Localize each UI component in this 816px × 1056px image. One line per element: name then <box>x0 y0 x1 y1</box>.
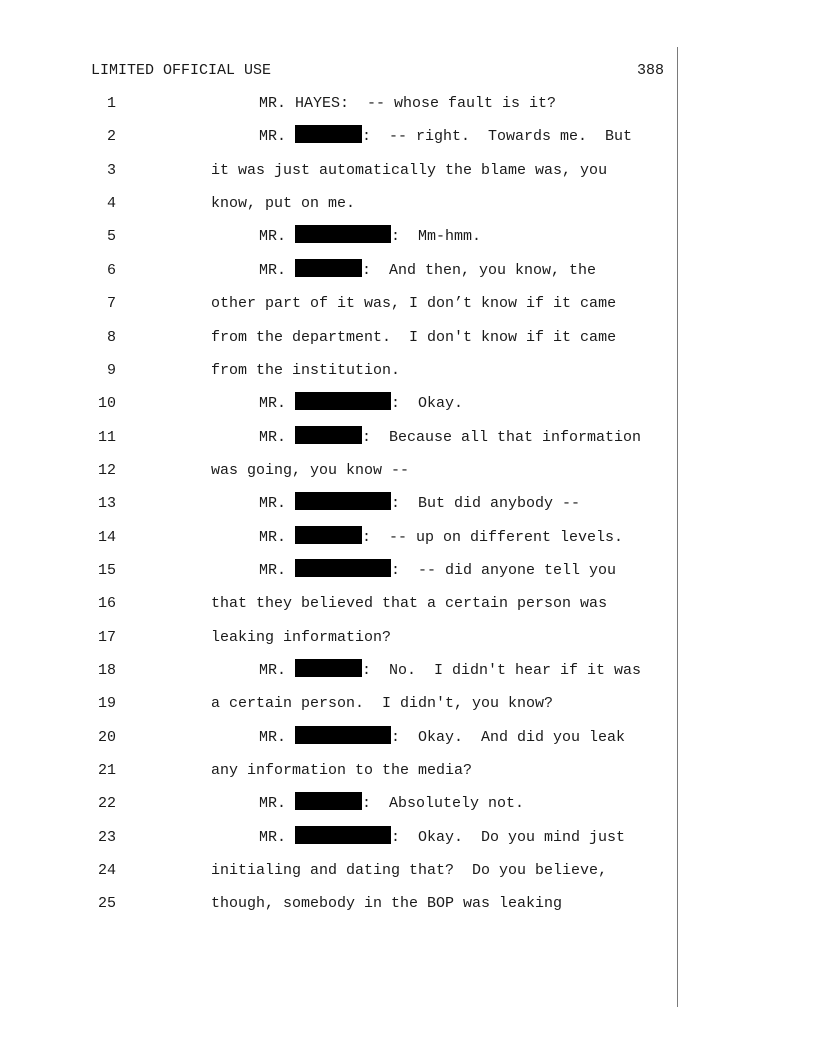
continuation-line-text <box>211 626 391 650</box>
line-number: 25 <box>97 895 116 913</box>
line-number: 19 <box>97 695 116 713</box>
transcript-line <box>0 426 680 450</box>
transcript-line <box>0 192 680 216</box>
line-text: MR. <box>259 662 296 679</box>
redaction-block <box>295 792 362 810</box>
line-number: 11 <box>97 428 116 446</box>
line-text: from the institution. <box>211 361 401 379</box>
transcript-line <box>0 292 680 316</box>
line-text-after-redaction: : -- did anyone tell you <box>391 561 617 579</box>
line-text: MR. <box>259 828 296 846</box>
line-number: 15 <box>97 561 116 579</box>
line-text: though, somebody in the BOP was leaking <box>211 895 563 913</box>
speaker-line-text <box>259 125 632 149</box>
speaker-line-text <box>259 92 556 116</box>
speaker-line-text <box>259 225 481 249</box>
transcript-line <box>0 326 680 350</box>
line-number: 6 <box>106 261 116 279</box>
transcript-line <box>0 592 680 616</box>
line-number: 20 <box>97 728 116 746</box>
line-text: MR. <box>259 795 296 813</box>
line-text-after-redaction: : Okay. <box>391 395 464 413</box>
transcript-line <box>0 759 680 783</box>
transcript-line <box>0 392 680 416</box>
line-number: 4 <box>106 195 116 213</box>
transcript-line <box>0 726 680 750</box>
line-text-after-redaction: : Mm-hmm. <box>391 228 482 246</box>
redaction-block <box>295 492 391 510</box>
continuation-line-text <box>211 326 616 350</box>
continuation-line-text <box>211 459 409 483</box>
continuation-line-text <box>211 292 616 316</box>
line-text: any information to the media? <box>211 762 473 779</box>
line-text: MR. <box>259 528 296 546</box>
line-text: initialing and dating that? Do you believe, <box>211 862 608 880</box>
speaker-line-text <box>259 426 641 450</box>
transcript-line <box>0 359 680 383</box>
speaker-line-text <box>259 826 625 850</box>
line-text: MR. <box>259 128 296 146</box>
line-text-after-redaction: : -- right. Towards me. But <box>362 128 633 146</box>
line-number: 7 <box>106 295 116 313</box>
classification-header: LIMITED OFFICIAL USE <box>91 62 272 79</box>
line-number: 13 <box>97 495 116 513</box>
redaction-block <box>295 826 391 844</box>
transcript-line <box>0 459 680 483</box>
transcript-line <box>0 526 680 550</box>
line-text-after-redaction: : But did anybody -- <box>391 495 581 513</box>
continuation-line-text <box>211 859 607 883</box>
line-number: 22 <box>97 795 116 813</box>
line-text-after-redaction: : Okay. Do you mind just <box>391 828 626 846</box>
speaker-line-text <box>259 726 625 750</box>
transcript-line <box>0 859 680 883</box>
transcript-line <box>0 92 680 116</box>
continuation-line-text <box>211 192 355 216</box>
line-text: MR. <box>259 495 296 513</box>
line-text: MR. HAYES: -- whose fault is it? <box>259 95 557 112</box>
redaction-block <box>295 392 391 410</box>
transcript-line <box>0 125 680 149</box>
page-number: 388 <box>637 62 665 79</box>
continuation-line-text <box>211 592 607 616</box>
redaction-block <box>295 259 362 277</box>
transcript-line <box>0 626 680 650</box>
line-text: MR. <box>259 561 296 579</box>
speaker-line-text <box>259 492 580 516</box>
transcript-line <box>0 159 680 183</box>
line-number: 18 <box>97 662 116 679</box>
line-text: know, put on me. <box>211 195 356 213</box>
line-text: it was just automatically the blame was, you <box>211 161 608 179</box>
line-number: 21 <box>97 762 116 779</box>
speaker-line-text <box>259 659 641 683</box>
line-text: MR. <box>259 428 296 446</box>
redaction-block <box>295 559 391 577</box>
line-number: 8 <box>106 328 116 346</box>
line-text: MR. <box>259 395 296 413</box>
redaction-block <box>295 726 391 744</box>
continuation-line-text <box>211 159 607 183</box>
transcript-line <box>0 826 680 850</box>
transcript-line <box>0 692 680 716</box>
redaction-block <box>295 426 362 444</box>
line-text: MR. <box>259 261 296 279</box>
line-text-after-redaction: : Because all that information <box>362 428 642 446</box>
line-number: 9 <box>106 361 116 379</box>
transcript-line <box>0 492 680 516</box>
line-number: 10 <box>97 395 116 413</box>
line-number: 1 <box>106 95 116 112</box>
transcript-line <box>0 225 680 249</box>
line-text: MR. <box>259 728 296 746</box>
continuation-line-text <box>211 359 400 383</box>
line-text: a certain person. I didn't, you know? <box>211 695 554 713</box>
line-number: 16 <box>97 595 116 613</box>
transcript-line <box>0 559 680 583</box>
line-text: from the department. I don't know if it came <box>211 328 617 346</box>
transcript-line <box>0 792 680 816</box>
line-text-after-redaction: : No. I didn't hear if it was <box>362 662 642 679</box>
line-text-after-redaction: : Okay. And did you leak <box>391 728 626 746</box>
speaker-line-text <box>259 526 623 550</box>
redaction-block <box>295 225 391 243</box>
continuation-line-text <box>211 892 562 916</box>
continuation-line-text <box>211 692 553 716</box>
continuation-line-text <box>211 759 472 783</box>
line-text: MR. <box>259 228 296 246</box>
line-number: 24 <box>97 862 116 880</box>
transcript-line <box>0 659 680 683</box>
line-text: leaking information? <box>211 628 392 646</box>
line-number: 12 <box>97 461 116 479</box>
line-text-after-redaction: : -- up on different levels. <box>362 528 624 546</box>
line-text-after-redaction: : And then, you know, the <box>362 261 597 279</box>
line-text-after-redaction: : Absolutely not. <box>362 795 525 813</box>
speaker-line-text <box>259 559 616 583</box>
transcript-line <box>0 892 680 916</box>
line-number: 17 <box>97 628 116 646</box>
speaker-line-text <box>259 792 524 816</box>
redaction-block <box>295 125 362 143</box>
line-number: 23 <box>97 828 116 846</box>
redaction-block <box>295 659 362 677</box>
speaker-line-text <box>259 259 596 283</box>
line-text: was going, you know -- <box>211 461 410 479</box>
line-number: 2 <box>106 128 116 146</box>
line-number: 5 <box>106 228 116 246</box>
redaction-block <box>295 526 362 544</box>
speaker-line-text <box>259 392 463 416</box>
line-text: other part of it was, I don’t know if it came <box>211 295 617 313</box>
line-number: 3 <box>106 161 116 179</box>
line-number: 14 <box>97 528 116 546</box>
transcript-line <box>0 259 680 283</box>
line-text: that they believed that a certain person was <box>211 595 608 613</box>
